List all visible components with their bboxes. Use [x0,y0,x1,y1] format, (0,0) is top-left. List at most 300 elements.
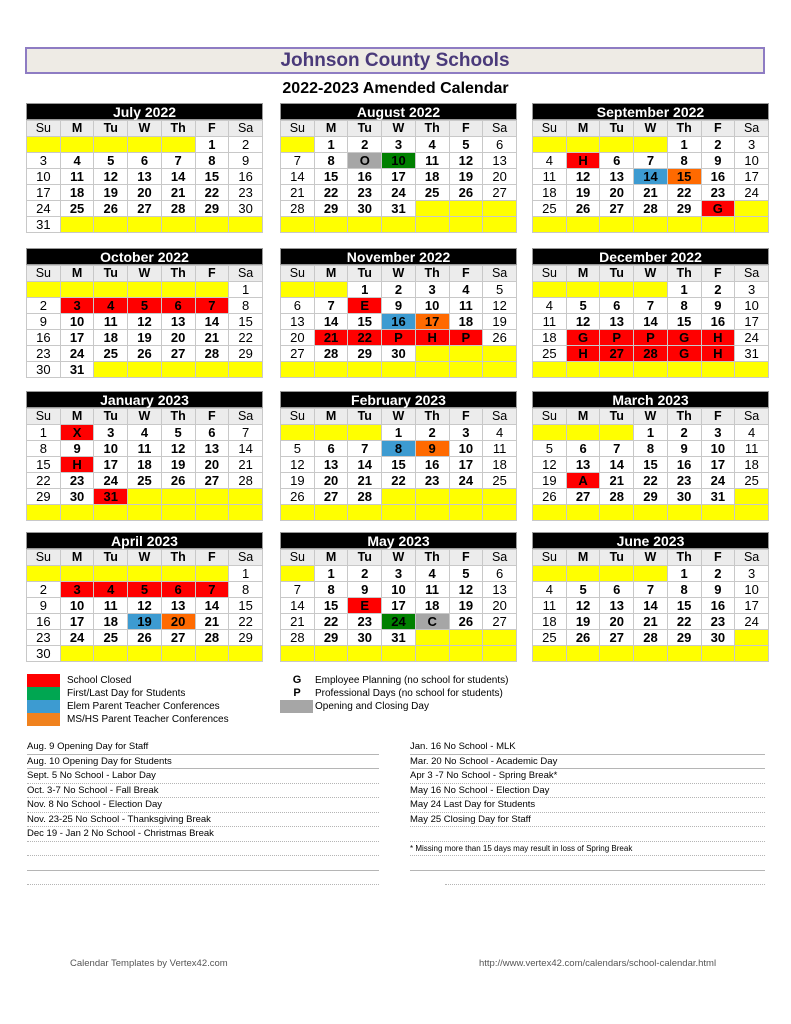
day-cell: 14 [634,314,668,330]
day-cell: 15 [634,457,668,473]
empty-day-cell [314,282,348,298]
day-cell: 17 [415,314,449,330]
day-cell: H [566,346,600,362]
day-cell: 3 [701,425,735,441]
day-name: M [60,550,94,566]
empty-day-cell [128,137,162,153]
empty-day-cell [195,505,229,521]
day-cell: 5 [128,582,162,598]
day-cell: 7 [634,582,668,598]
empty-day-cell [634,282,668,298]
month-calendar [26,103,263,233]
day-cell: 11 [533,314,567,330]
legend-swatch [27,674,60,687]
day-name: Su [281,550,315,566]
day-cell: 14 [314,314,348,330]
month-calendar [26,391,263,521]
day-cell: 22 [667,185,701,201]
day-name: Th [161,121,195,137]
week-row [533,346,769,362]
day-cell: 13 [281,314,315,330]
day-name: Tu [600,266,634,282]
note-line: Nov. 23-25 No School - Thanksgiving Break [27,813,379,828]
day-cell: P [634,330,668,346]
day-cell: 21 [161,185,195,201]
empty-day-cell [314,362,348,378]
day-cell: 6 [161,582,195,598]
day-cell: 7 [634,298,668,314]
day-name: Sa [735,409,769,425]
day-name: W [382,266,416,282]
week-row [533,441,769,457]
day-cell: 16 [701,598,735,614]
month-calendar [532,248,769,378]
day-cell: 6 [483,566,517,582]
empty-day-cell [566,646,600,662]
day-cell: 24 [701,473,735,489]
day-cell: 22 [382,473,416,489]
day-cell: 24 [94,473,128,489]
day-cell: 24 [60,346,94,362]
day-name: Su [27,266,61,282]
day-cell: 25 [94,630,128,646]
empty-day-cell [195,362,229,378]
week-row [281,169,517,185]
day-cell: 25 [128,473,162,489]
day-cell: 10 [415,298,449,314]
day-cell: 22 [229,614,263,630]
day-cell: 30 [348,630,382,646]
day-name: M [60,266,94,282]
day-names-row [281,266,517,282]
day-name: Th [415,121,449,137]
empty-day-cell [483,362,517,378]
day-name: W [128,121,162,137]
day-cell: 3 [735,137,769,153]
day-names-row [27,409,263,425]
empty-day-cell [229,505,263,521]
empty-day-cell [348,646,382,662]
day-name: Sa [483,266,517,282]
day-cell: 15 [229,598,263,614]
day-cell: 12 [449,582,483,598]
day-cell: 21 [634,185,668,201]
day-cell: 7 [600,441,634,457]
empty-day-cell [229,489,263,505]
day-cell: 28 [634,201,668,217]
day-cell: 23 [27,346,61,362]
week-row [27,362,263,378]
week-row [533,362,769,378]
week-row [281,346,517,362]
day-cell: 28 [195,346,229,362]
day-cell: 28 [634,630,668,646]
day-cell: 11 [128,441,162,457]
week-row [281,330,517,346]
day-cell: 8 [382,441,416,457]
day-cell: 8 [195,153,229,169]
empty-day-cell [667,505,701,521]
day-name: Sa [229,409,263,425]
day-cell: 1 [195,137,229,153]
day-cell: 2 [701,566,735,582]
empty-day-cell [449,217,483,233]
day-cell: 29 [348,346,382,362]
day-cell: 4 [483,425,517,441]
empty-day-cell [449,346,483,362]
empty-day-cell [195,282,229,298]
day-cell: 16 [701,314,735,330]
day-cell: 31 [94,489,128,505]
day-cell: 17 [60,614,94,630]
day-name: Tu [348,550,382,566]
empty-day-cell [281,505,315,521]
day-cell: 9 [27,598,61,614]
empty-day-cell [667,646,701,662]
empty-day-cell [281,282,315,298]
day-cell: 17 [449,457,483,473]
week-row [27,425,263,441]
calendar-subtitle: 2022-2023 Amended Calendar [282,80,509,97]
empty-day-cell [483,505,517,521]
day-name: Th [667,266,701,282]
day-cell: 5 [449,137,483,153]
day-cell: 25 [533,201,567,217]
empty-day-cell [600,505,634,521]
week-row [533,185,769,201]
empty-day-cell [195,646,229,662]
day-name: Th [667,409,701,425]
empty-day-cell [634,217,668,233]
day-name: Th [161,550,195,566]
day-cell: 15 [314,598,348,614]
day-cell: 22 [314,614,348,630]
day-cell: 22 [348,330,382,346]
empty-day-cell [314,646,348,662]
day-name: Tu [94,121,128,137]
day-cell: 24 [382,614,416,630]
day-cell: 13 [600,169,634,185]
day-cell: 5 [94,153,128,169]
day-cell: 17 [382,169,416,185]
day-cell: 26 [94,201,128,217]
day-cell: 26 [128,346,162,362]
day-cell: 13 [161,314,195,330]
day-cell: 21 [195,614,229,630]
note-line: Oct. 3-7 No School - Fall Break [27,784,379,799]
empty-day-cell [382,646,416,662]
day-cell: 15 [195,169,229,185]
notes-right [410,740,765,885]
day-cell: 22 [195,185,229,201]
day-cell: 11 [94,314,128,330]
day-cell: 14 [634,169,668,185]
empty-day-cell [533,646,567,662]
day-cell: G [566,330,600,346]
day-cell: 18 [449,314,483,330]
empty-day-cell [27,505,61,521]
day-cell: 10 [449,441,483,457]
empty-day-cell [600,282,634,298]
day-cell: 29 [229,346,263,362]
empty-day-cell [600,362,634,378]
day-cell: 10 [735,153,769,169]
note-line: May 25 Closing Day for Staff [410,813,765,828]
note-line: Dec 19 - Jan 2 No School - Christmas Break [27,827,379,842]
week-row [533,314,769,330]
day-name: Sa [229,121,263,137]
note-line: May 24 Last Day for Students [410,798,765,813]
day-cell: 8 [27,441,61,457]
day-cell: 15 [667,314,701,330]
empty-day-cell [382,362,416,378]
day-name: Tu [94,550,128,566]
note-line [27,871,379,886]
day-names-row [281,409,517,425]
day-cell: 14 [600,457,634,473]
empty-day-cell [60,217,94,233]
empty-day-cell [94,217,128,233]
note-line [410,856,765,871]
day-cell: 30 [667,489,701,505]
week-row [281,505,517,521]
empty-day-cell [94,566,128,582]
month-calendar [280,532,517,662]
day-cell: 12 [281,457,315,473]
day-name: Su [281,121,315,137]
day-cell: 8 [634,441,668,457]
month-title: June 2023 [532,532,769,549]
day-cell: 6 [600,153,634,169]
day-names-row [533,121,769,137]
empty-day-cell [94,137,128,153]
empty-day-cell [60,137,94,153]
empty-day-cell [735,505,769,521]
empty-day-cell [566,505,600,521]
day-cell: 15 [348,314,382,330]
day-name: W [382,409,416,425]
day-cell: 20 [281,330,315,346]
day-cell: 6 [281,298,315,314]
day-name: Su [27,550,61,566]
day-name: W [634,409,668,425]
empty-day-cell [701,505,735,521]
day-names-row [27,121,263,137]
day-cell: 28 [634,346,668,362]
day-cell: 4 [128,425,162,441]
empty-day-cell [415,346,449,362]
day-name: Su [533,266,567,282]
empty-day-cell [600,566,634,582]
day-cell: 1 [229,282,263,298]
empty-day-cell [566,282,600,298]
day-cell: 6 [195,425,229,441]
week-row [27,457,263,473]
week-row [281,362,517,378]
day-cell: 29 [634,489,668,505]
day-cell: 16 [701,169,735,185]
empty-day-cell [382,505,416,521]
day-cell: 29 [314,201,348,217]
day-cell: 15 [229,314,263,330]
day-cell: 30 [27,362,61,378]
empty-day-cell [533,282,567,298]
day-cell: 15 [667,598,701,614]
day-name: M [566,550,600,566]
day-cell: 11 [60,169,94,185]
day-cell: 17 [735,314,769,330]
week-row [27,614,263,630]
day-cell: 15 [382,457,416,473]
day-cell: 9 [415,441,449,457]
day-cell: 27 [195,473,229,489]
day-cell: 1 [314,137,348,153]
empty-day-cell [348,362,382,378]
week-row [27,330,263,346]
day-cell: X [60,425,94,441]
day-cell: 13 [566,457,600,473]
empty-day-cell [735,646,769,662]
note-line [445,871,765,886]
day-name: Tu [600,550,634,566]
week-row [533,457,769,473]
day-cell: 3 [382,566,416,582]
week-row [533,153,769,169]
day-cell: 4 [449,282,483,298]
day-cell: 9 [701,582,735,598]
day-cell: 3 [735,282,769,298]
day-cell: H [701,346,735,362]
month-title: September 2022 [532,103,769,120]
empty-day-cell [161,282,195,298]
day-cell: 12 [94,169,128,185]
empty-day-cell [483,201,517,217]
day-cell: 6 [600,298,634,314]
day-cell: 24 [735,330,769,346]
day-cell: 18 [94,330,128,346]
day-cell: 27 [600,346,634,362]
day-cell: 7 [281,582,315,598]
day-cell: 7 [229,425,263,441]
day-cell: 23 [667,473,701,489]
day-cell: 21 [600,473,634,489]
day-cell: 25 [94,346,128,362]
day-cell: 28 [281,630,315,646]
empty-day-cell [566,137,600,153]
day-cell: 6 [128,153,162,169]
day-cell: 27 [566,489,600,505]
empty-day-cell [483,646,517,662]
empty-day-cell [415,505,449,521]
day-cell: 26 [128,630,162,646]
empty-day-cell [667,217,701,233]
day-cell: 21 [314,330,348,346]
week-row [533,598,769,614]
day-cell: 7 [281,153,315,169]
day-name: F [449,121,483,137]
day-cell: 21 [281,614,315,630]
day-cell: 23 [701,614,735,630]
day-cell: 24 [735,185,769,201]
day-cell: 18 [735,457,769,473]
week-row [533,582,769,598]
day-cell: 12 [161,441,195,457]
day-cell: 4 [60,153,94,169]
empty-day-cell [281,646,315,662]
note-line: Mar. 20 No School - Academic Day [410,755,765,770]
day-cell: 17 [382,598,416,614]
empty-day-cell [667,362,701,378]
empty-day-cell [701,646,735,662]
empty-day-cell [533,425,567,441]
day-name: W [128,409,162,425]
week-row [281,582,517,598]
day-cell: 8 [667,298,701,314]
empty-day-cell [161,566,195,582]
day-cell: 9 [229,153,263,169]
day-cell: 1 [314,566,348,582]
week-row [281,425,517,441]
day-cell: 2 [701,282,735,298]
empty-day-cell [415,646,449,662]
day-cell: 4 [533,582,567,598]
day-cell: 18 [533,330,567,346]
day-names-row [281,121,517,137]
empty-day-cell [128,217,162,233]
week-row [281,457,517,473]
day-cell: 10 [60,598,94,614]
week-row [27,346,263,362]
month-calendar [26,248,263,378]
empty-day-cell [161,362,195,378]
day-cell: 24 [735,614,769,630]
day-cell: 17 [701,457,735,473]
day-cell: 4 [94,298,128,314]
day-cell: 31 [735,346,769,362]
day-cell: 5 [566,582,600,598]
empty-day-cell [735,217,769,233]
day-name: Th [415,409,449,425]
day-cell: 22 [667,614,701,630]
day-cell: 30 [60,489,94,505]
day-name: F [195,266,229,282]
day-name: M [314,121,348,137]
day-cell: 30 [229,201,263,217]
week-row [281,630,517,646]
day-name: W [382,121,416,137]
empty-day-cell [600,217,634,233]
day-cell: 3 [415,282,449,298]
day-cell: 19 [128,614,162,630]
day-cell: 2 [348,137,382,153]
day-name: F [701,266,735,282]
day-cell: 11 [449,298,483,314]
week-row [27,282,263,298]
day-name: F [195,121,229,137]
week-row [27,630,263,646]
day-names-row [533,550,769,566]
month-title: January 2023 [26,391,263,408]
day-cell: 10 [27,169,61,185]
day-cell: 1 [382,425,416,441]
day-cell: 16 [348,169,382,185]
day-name: Sa [483,550,517,566]
week-row [27,298,263,314]
day-cell: 4 [415,137,449,153]
day-name: W [634,550,668,566]
day-cell: E [348,598,382,614]
note-line: Aug. 10 Opening Day for Students [27,755,379,770]
